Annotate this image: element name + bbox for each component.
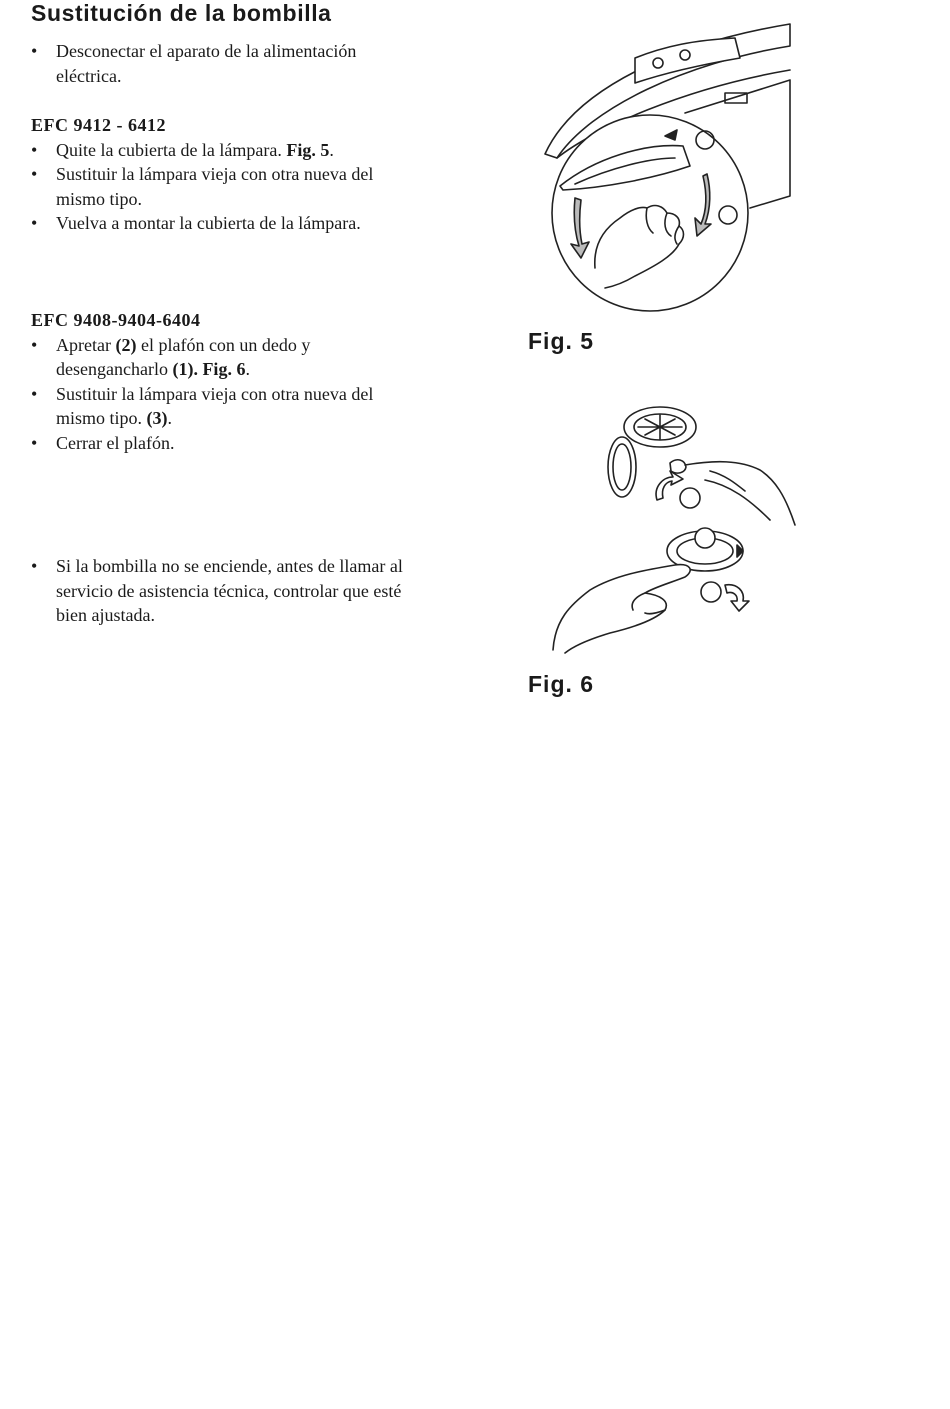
- callout-circle: [701, 582, 721, 602]
- item-text-cont: desengancharlo: [56, 359, 173, 379]
- rotate-arrow-icon: [725, 585, 749, 611]
- section-title: Sustitución de la bombilla: [31, 0, 332, 26]
- list-item: [31, 211, 461, 236]
- item-text: Cerrar el plafón.: [56, 432, 175, 453]
- list-item: [31, 431, 461, 456]
- bullet-dot: •: [31, 213, 38, 233]
- model-block-efc-9408: [31, 308, 461, 455]
- steps-list: [31, 333, 461, 456]
- item-text-cont: mismo tipo.: [56, 188, 143, 209]
- upper-hand-outline: [685, 462, 795, 525]
- bullet-dot: •: [31, 556, 38, 576]
- bulb: [670, 460, 686, 473]
- list-item: [31, 162, 461, 211]
- figure-reference: Fig. 5: [286, 139, 330, 160]
- item-text: Apretar: [56, 334, 116, 355]
- note-block: [31, 554, 461, 628]
- model-block-efc-9412: [31, 113, 461, 236]
- list-item: [31, 333, 461, 382]
- list-item: [31, 138, 461, 163]
- bullet-dot: •: [31, 432, 38, 453]
- bullet-dot: •: [31, 41, 38, 61]
- item-text: Si la bombilla no se enciende, antes de llamar al: [56, 556, 403, 576]
- list-item: [31, 554, 461, 628]
- figure-reference: (1). Fig. 6: [172, 359, 246, 379]
- item-punct: .: [167, 408, 173, 428]
- item-punct: .: [329, 139, 334, 160]
- list-item: [31, 382, 461, 431]
- item-text: el plafón con un dedo y: [136, 334, 311, 355]
- item-text-cont: bien ajustada.: [56, 605, 155, 625]
- bullet-dot: •: [31, 334, 38, 355]
- item-text-cont: mismo tipo.: [56, 408, 147, 428]
- list-item: [31, 39, 461, 88]
- bullet-dot: •: [31, 139, 38, 160]
- lamp-grid: [638, 415, 682, 439]
- model-heading: EFC 9412 - 6412: [31, 115, 166, 135]
- item-text: Vuelva a montar la cubierta de la lámpara.: [56, 213, 361, 233]
- item-text: Sustituir la lámpara vieja con otra nueva del: [56, 383, 374, 404]
- callout-circle: [680, 488, 700, 508]
- intro-list: [31, 39, 461, 88]
- step-number: (3): [146, 408, 168, 428]
- rotate-arrow-icon: [656, 471, 683, 500]
- step-number: (2): [115, 334, 137, 355]
- item-punct: .: [245, 359, 250, 379]
- item-text: Quite la cubierta de la lámpara.: [56, 139, 287, 160]
- item-text: Desconectar el aparato de la alimentación: [56, 41, 357, 61]
- hood-front-panel: [635, 38, 740, 83]
- callout-circle: [695, 528, 715, 548]
- steps-list: [31, 138, 461, 236]
- bullet-dot: •: [31, 164, 38, 184]
- figure-6-caption: Fig. 6: [528, 671, 595, 697]
- figure-5-illustration: [535, 18, 795, 318]
- model-heading: EFC 9408-9404-6404: [31, 310, 201, 330]
- item-text: Sustituir la lámpara vieja con otra nueva del: [56, 164, 374, 184]
- note-list: [31, 554, 461, 628]
- figure-6-illustration: [545, 405, 807, 660]
- figure-5-caption: Fig. 5: [528, 328, 595, 354]
- lower-hand-outline: [553, 565, 690, 653]
- item-text-cont: eléctrica.: [56, 65, 122, 86]
- bullet-dot: •: [31, 383, 38, 404]
- item-text-cont: servicio de asistencia técnica, controlar que esté: [56, 580, 402, 601]
- intro-block: [31, 39, 461, 88]
